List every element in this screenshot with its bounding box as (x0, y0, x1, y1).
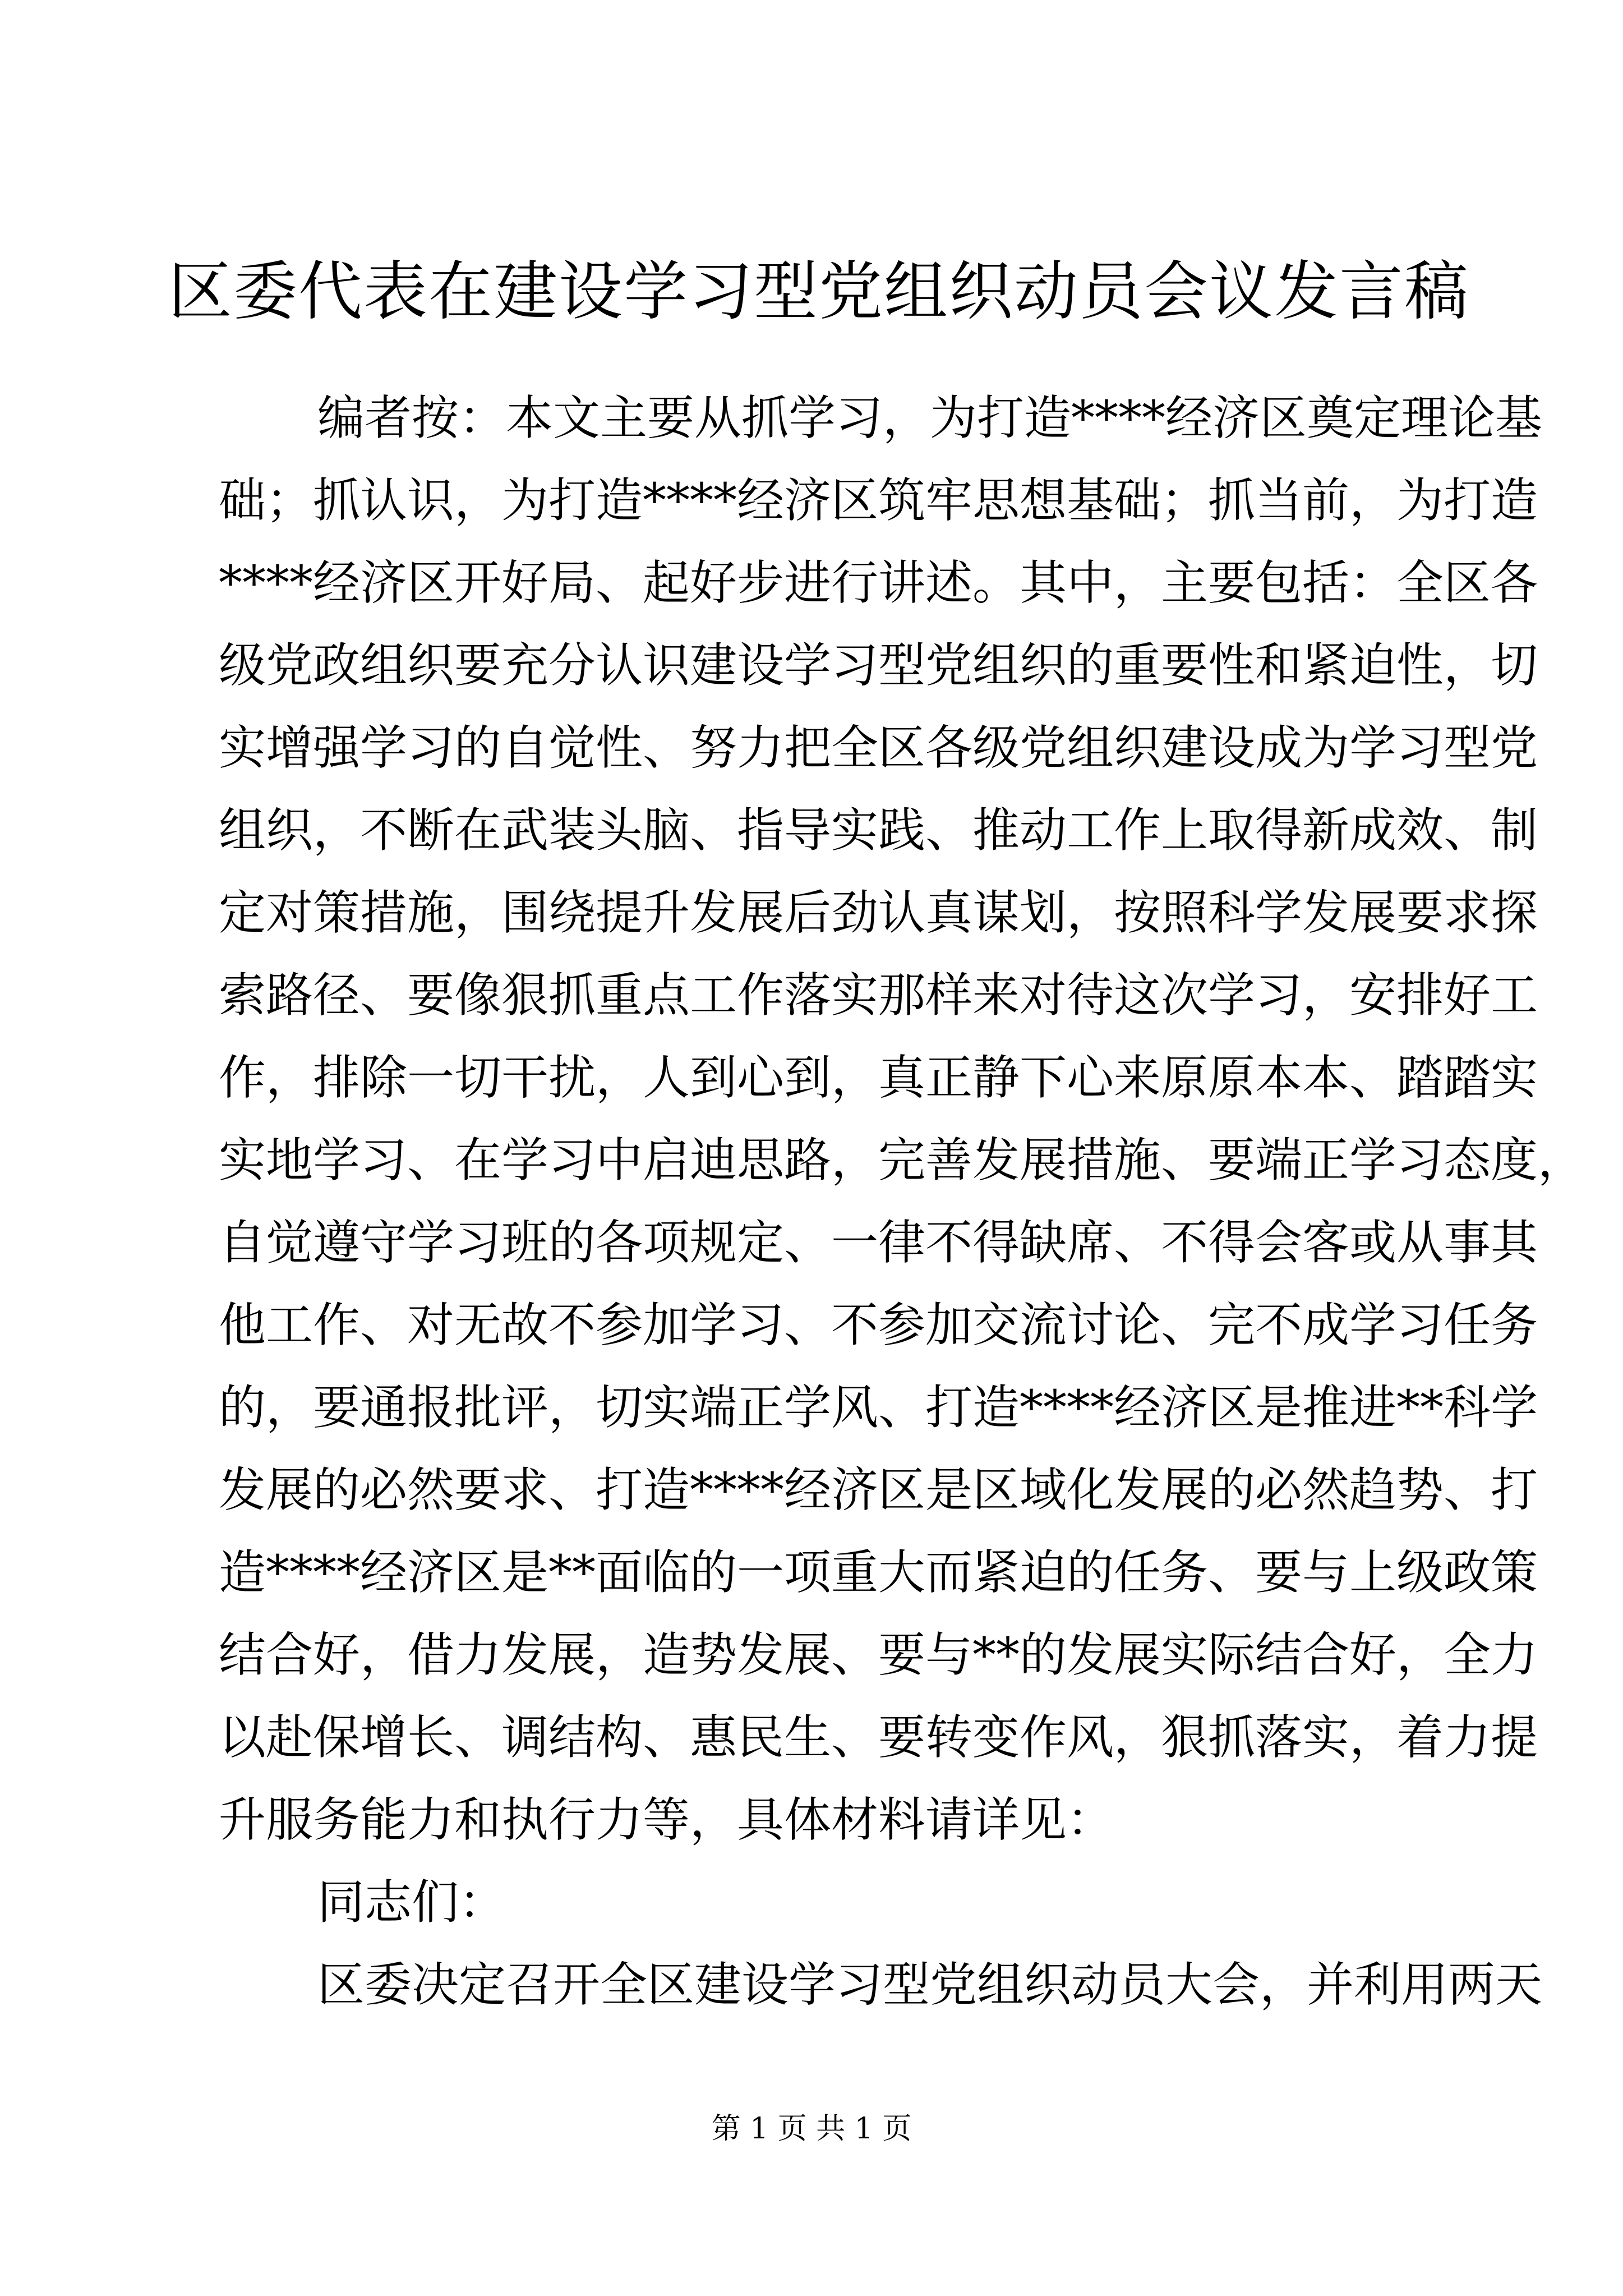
body-line: 索路径、要像狠抓重点工作落实那样来对待这次学习，安排好工 (219, 968, 1538, 1023)
body-line: 造****经济区是**面临的一项重大而紧迫的任务、要与上级政策 (219, 1545, 1538, 1600)
body-line: ****经济区开好局、起好步进行讲述。其中，主要包括：全区各 (219, 555, 1538, 610)
body-line: 编者按：本文主要从抓学习，为打造****经济区奠定理论基 (317, 390, 1543, 445)
body-line: 结合好，借力发展，造势发展、要与**的发展实际结合好，全力 (219, 1627, 1538, 1682)
body-line: 的，要通报批评，切实端正学风、打造****经济区是推进**科学 (219, 1380, 1538, 1435)
body-line: 级党政组织要充分认识建设学习型党组织的重要性和紧迫性，切 (219, 638, 1538, 693)
body-line: 实增强学习的自觉性、努力把全区各级党组织建设成为学习型党 (219, 720, 1538, 775)
body-line: 组织，不断在武装头脑、指导实践、推动工作上取得新成效、制 (219, 803, 1538, 858)
body-line: 他工作、对无故不参加学习、不参加交流讨论、完不成学习任务 (219, 1297, 1538, 1352)
body-line: 础；抓认识，为打造****经济区筑牢思想基础；抓当前，为打造 (219, 473, 1538, 528)
body-line: 以赴保增长、调结构、惠民生、要转变作风，狠抓落实，着力提 (219, 1710, 1538, 1765)
body-line: 发展的必然要求、打造****经济区是区域化发展的必然趋势、打 (219, 1462, 1538, 1517)
body-line: 定对策措施，围绕提升发展后劲认真谋划，按照科学发展要求探 (219, 885, 1538, 940)
paragraph-2-line: 区委决定召开全区建设学习型党组织动员大会，并利用两天 (317, 1957, 1543, 2012)
body-line: 作，排除一切干扰，人到心到，真正静下心来原原本本、踏踏实 (219, 1050, 1538, 1105)
page-footer: 第 1 页 共 1 页 (711, 2112, 912, 2146)
body-line: 自觉遵守学习班的各项规定、一律不得缺席、不得会客或从事其 (219, 1215, 1538, 1270)
body-line: 升服务能力和执行力等，具体材料请详见： (219, 1792, 1114, 1847)
document-title: 区委代表在建设学习型党组织动员会议发言稿 (168, 254, 1470, 329)
greeting-line: 同志们： (317, 1875, 506, 1930)
document-body (219, 377, 1585, 2026)
body-line: 实地学习、在学习中启迪思路，完善发展措施、要端正学习态度， (219, 1133, 1585, 1188)
